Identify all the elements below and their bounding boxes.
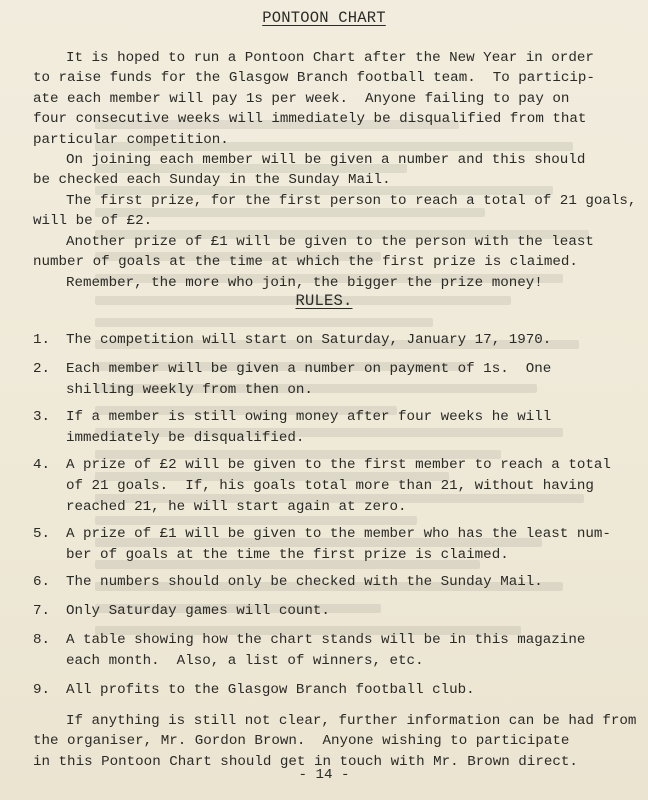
rule-number: 1. — [33, 332, 51, 348]
intro-paragraph-5: Remember, the more who join, the bigger the prize money! — [66, 275, 543, 291]
rule-number: 5. — [33, 526, 51, 542]
rule-number: 8. — [33, 632, 51, 648]
page-number: - 14 - — [298, 767, 350, 783]
rule-text: A table showing how the chart stands will be in this magazine each month. Also, a list of winners, etc. — [66, 632, 586, 669]
rule-text: The numbers should only be checked with the Sunday Mail. — [66, 574, 543, 590]
rule-text: Each member will be given a number on payment of 1s. One shilling weekly from then on. — [66, 361, 552, 398]
intro-paragraph-2: On joining each member will be given a number and this should be checked each Sunday in the Sunday Mail. — [33, 152, 586, 189]
rule-text: The competition will start on Saturday, January 17, 1970. — [66, 332, 552, 348]
rules-heading: RULES. — [295, 292, 353, 310]
rule-number: 2. — [33, 361, 51, 377]
rule-number: 9. — [33, 682, 51, 698]
rule-text: A prize of £2 will be given to the first member to reach a total of 21 goals. If, his goals total more than 21, without having reached 21, he will start again at zero. — [66, 457, 611, 515]
rule-number: 4. — [33, 457, 51, 473]
rule-number: 6. — [33, 574, 51, 590]
intro-paragraph-1: It is hoped to run a Pontoon Chart after the New Year in order to raise funds for the Glasgow Branch football team. To particip- ate each member will pay 1s per week. Anyone failing to pay on four consecutive weeks will immediately be disqualified from that particular competition. — [33, 50, 595, 148]
closing-paragraph: If anything is still not clear, further information can be had from the organiser, Mr. Gordon Brown. Anyone wishing to participate in this Pontoon Chart should get in touch with Mr. Brown direct. — [33, 713, 637, 770]
rule-text: If a member is still owing money after four weeks he will immediately be disqualified. — [66, 409, 552, 446]
rule-number: 7. — [33, 603, 51, 619]
rule-text: A prize of £1 will be given to the member who has the least num- ber of goals at the time the first prize is claimed. — [66, 526, 611, 563]
page-title: PONTOON CHART — [262, 9, 386, 27]
intro-paragraph-4: Another prize of £1 will be given to the person with the least number of goals at the time at which the first prize is claimed. — [33, 234, 594, 271]
rule-number: 3. — [33, 409, 51, 425]
rule-text: Only Saturday games will count. — [66, 603, 330, 619]
intro-paragraph-3: The first prize, for the first person to reach a total of 21 goals, will be of £2. — [33, 193, 637, 230]
rule-text: All profits to the Glasgow Branch football club. — [66, 682, 475, 698]
